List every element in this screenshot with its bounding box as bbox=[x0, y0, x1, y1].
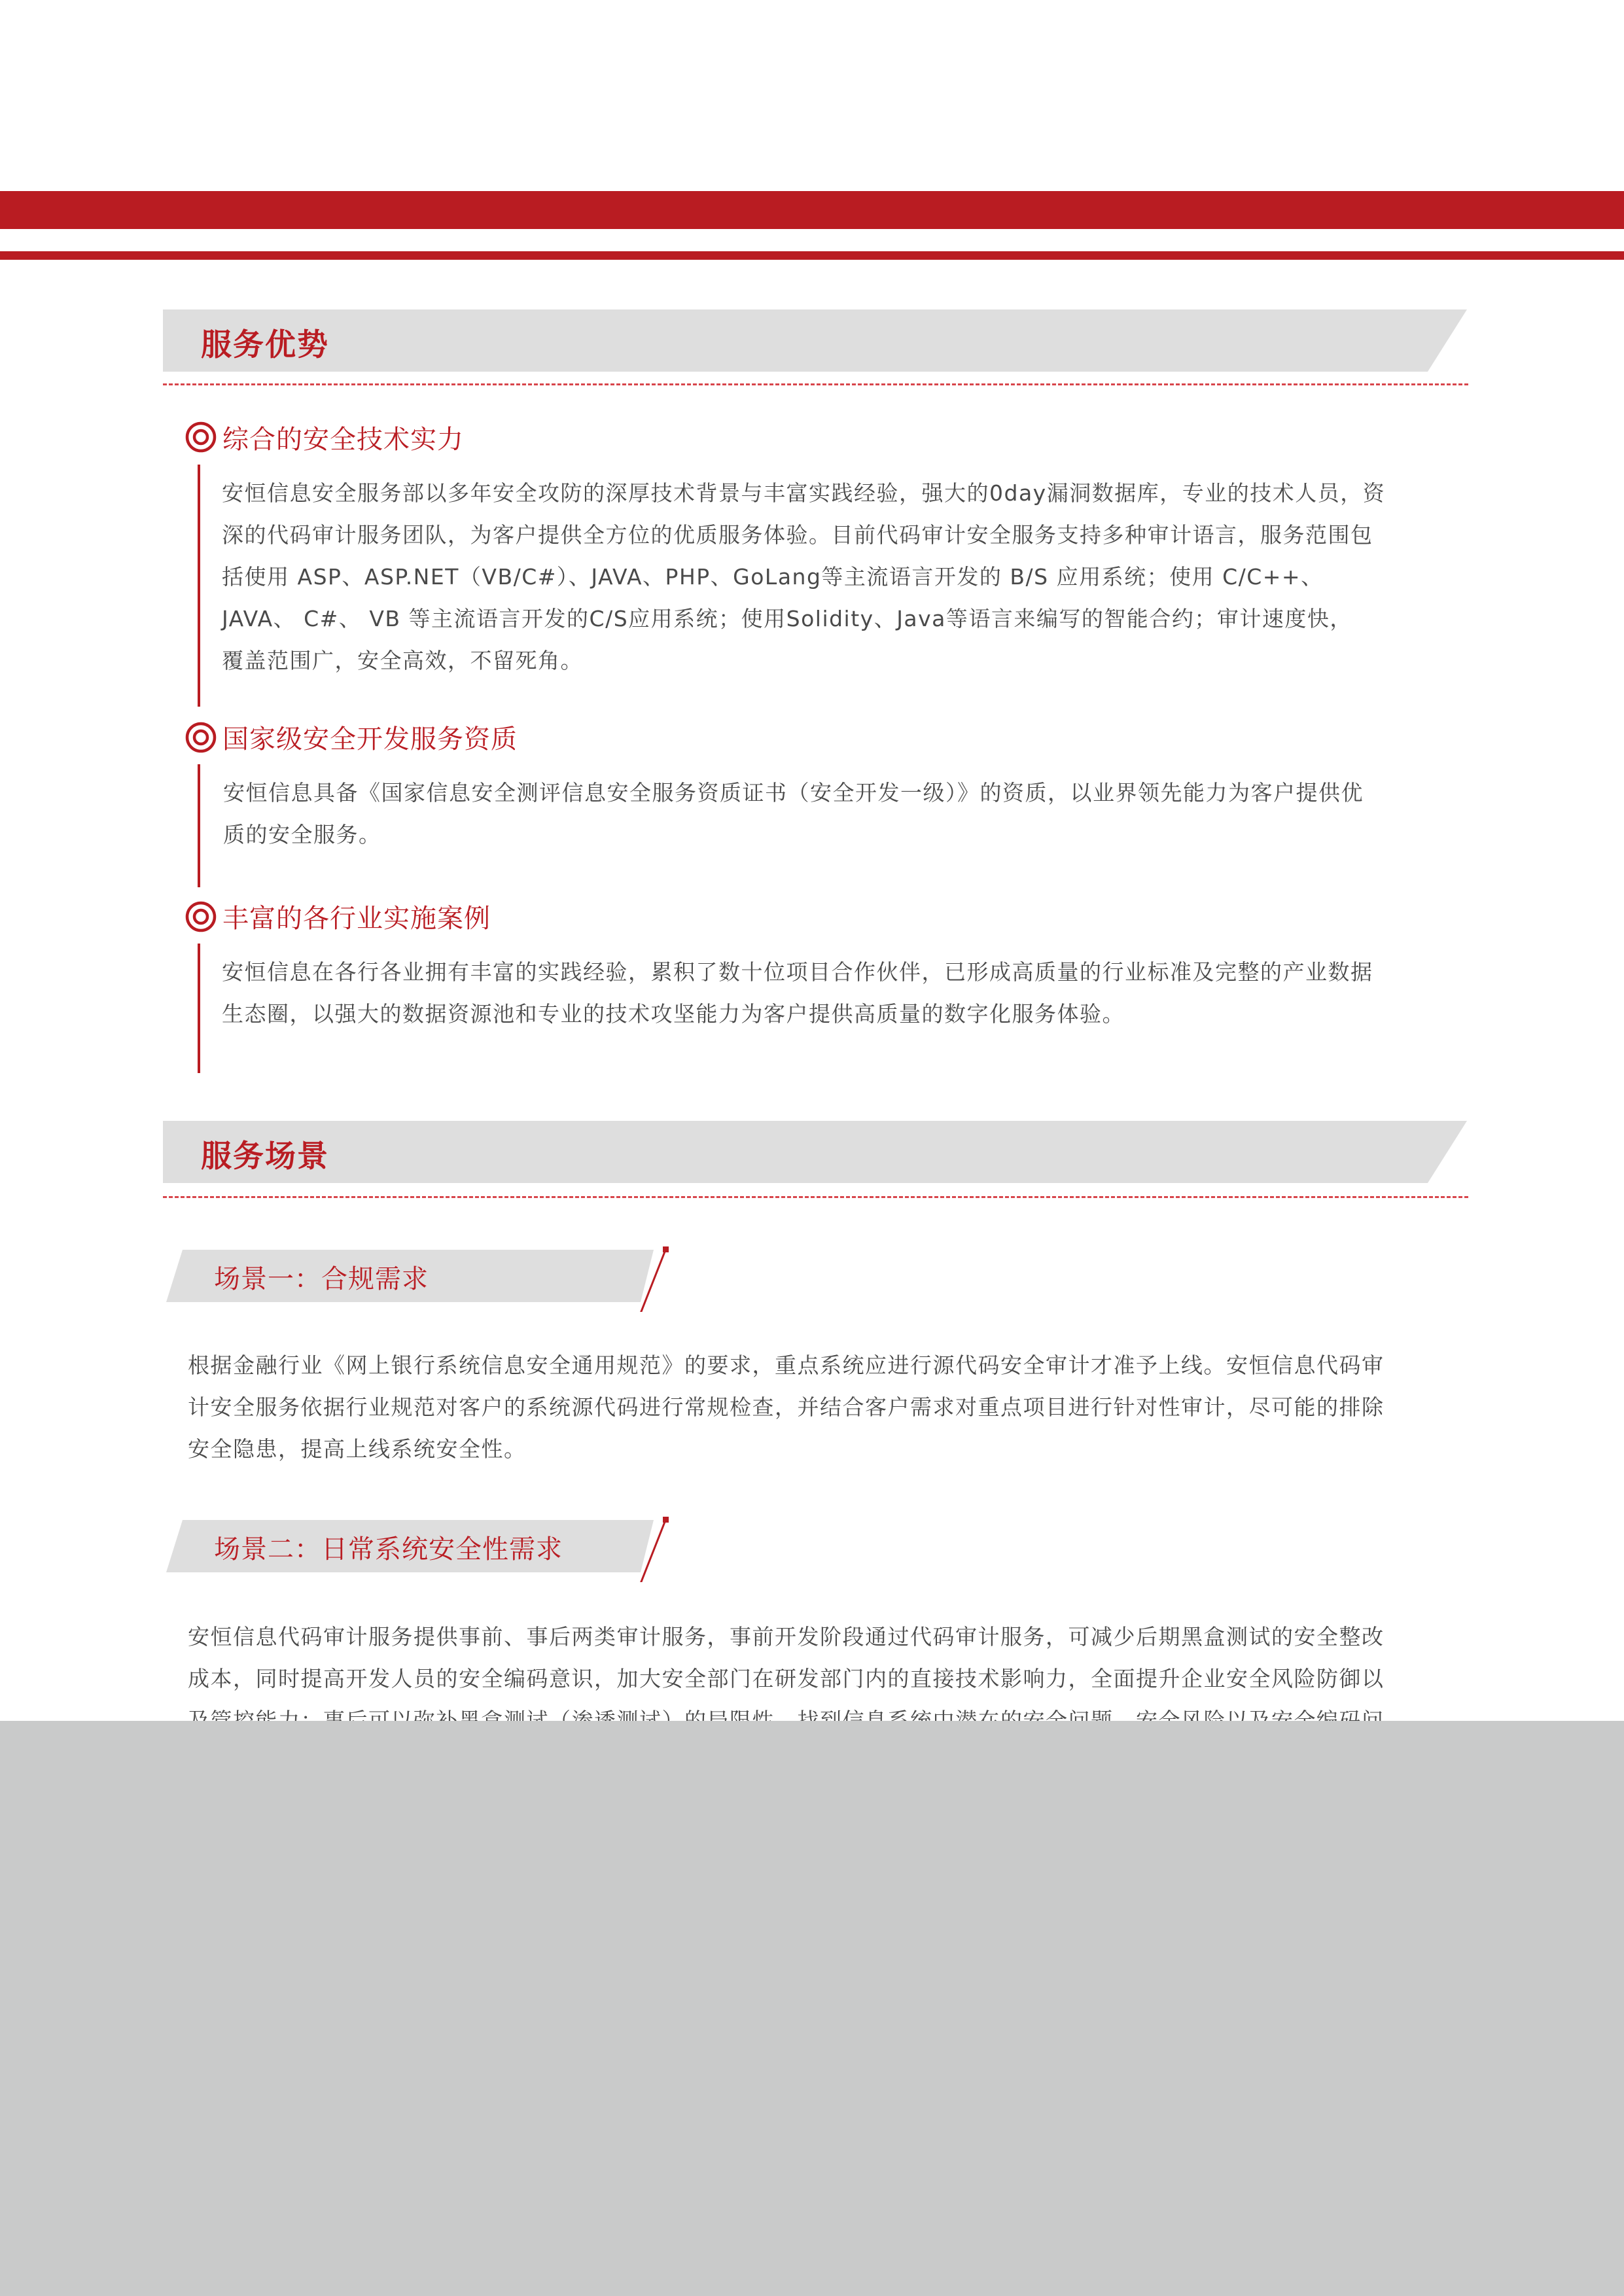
scenario-tab-compliance bbox=[163, 1246, 675, 1312]
scenario-tab-daily-security bbox=[163, 1517, 675, 1582]
scenario-title-daily-security: 场景二：日常系统安全性需求 bbox=[214, 1534, 563, 1564]
target-icon bbox=[185, 900, 217, 933]
paragraph-line: 安恒信息代码审计服务提供事前、事后两类审计服务，事前开发阶段通过代码审计服务，可减少后期黑盒测试的安全整改 bbox=[188, 1624, 1385, 1650]
paragraph-line: 安恒信息在各行各业拥有丰富的实践经验，累积了数十位项目合作伙伴，已形成高质量的行业标准及完整的产业数据 bbox=[222, 959, 1373, 985]
advantage-body-tech-strength bbox=[222, 472, 1465, 682]
paragraph-line: 根据金融行业《网上银行系统信息安全通用规范》的要求，重点系统应进行源代码安全审计才准予上线。安恒信息代码审 bbox=[188, 1352, 1385, 1378]
paragraph-line: 括使用 ASP、ASP.NET（VB/C#）、JAVA、PHP、GoLang等主流语言开发的 B/S 应用系统；使用 C/C++、 bbox=[222, 564, 1324, 590]
advantage-body-cases bbox=[222, 951, 1465, 1035]
paragraph-line: 计安全服务依据行业规范对客户的系统源代码进行常规检查，并结合客户需求对重点项目进行针对性审计，尽可能的排除 bbox=[188, 1394, 1385, 1420]
scenario-body-compliance bbox=[188, 1345, 1467, 1470]
scenarios-title: 服务场景 bbox=[201, 1139, 329, 1174]
advantages-header bbox=[163, 309, 1467, 372]
paragraph-line: 质的安全服务。 bbox=[223, 822, 381, 847]
advantage-body-qualification bbox=[223, 772, 1466, 856]
paragraph-line: 安恒信息安全服务部以多年安全攻防的深厚技术背景与丰富实践经验，强大的0day漏洞数据库，专业的技术人员，资 bbox=[222, 480, 1386, 506]
top-red-band bbox=[0, 191, 1624, 229]
header-corner-decoration bbox=[1428, 1121, 1467, 1183]
paragraph-line: 覆盖范围广，安全高效，不留死角。 bbox=[222, 648, 583, 673]
advantage-title-qualification: 国家级安全开发服务资质 bbox=[222, 724, 518, 754]
paragraph-line: JAVA、 C#、 VB 等主流语言开发的C/S应用系统；使用Solidity、Java等语言来编写的智能合约；审计速度快， bbox=[222, 606, 1352, 631]
advantage-vertical-line bbox=[198, 944, 200, 1073]
scenarios-divider bbox=[163, 1196, 1468, 1198]
paragraph-line: 成本，同时提高开发人员的安全编码意识，加大安全部门在研发部门内的直接技术影响力，全面提升企业安全风险防御以 bbox=[188, 1666, 1385, 1691]
paragraph-line: 生态圈，以强大的数据资源池和专业的技术攻坚能力为客户提供高质量的数字化服务体验。 bbox=[222, 1001, 1125, 1027]
advantage-vertical-line bbox=[198, 465, 200, 707]
paragraph-line: 安恒信息具备《国家信息安全测评信息安全服务资质证书（安全开发一级）》的资质，以业界领先能力为客户提供优 bbox=[223, 780, 1364, 805]
scenario-title-compliance: 场景一：合规需求 bbox=[214, 1264, 429, 1294]
advantage-vertical-line bbox=[198, 764, 200, 887]
bottom-grey-block bbox=[0, 1721, 1624, 2296]
advantages-title: 服务优势 bbox=[201, 327, 329, 363]
paragraph-line: 安全隐患，提高上线系统安全性。 bbox=[188, 1436, 527, 1462]
scenarios-header bbox=[163, 1121, 1467, 1183]
target-icon bbox=[185, 721, 217, 754]
advantage-title-tech-strength: 综合的安全技术实力 bbox=[222, 425, 464, 455]
top-red-stripe bbox=[0, 251, 1624, 260]
advantage-title-cases: 丰富的各行业实施案例 bbox=[222, 904, 491, 934]
header-corner-decoration bbox=[1428, 309, 1467, 372]
paragraph-line: 深的代码审计服务团队，为客户提供全方位的优质服务体验。目前代码审计安全服务支持多种审计语言，服务范围包 bbox=[222, 522, 1373, 548]
advantages-divider bbox=[163, 383, 1468, 385]
target-icon bbox=[185, 421, 217, 453]
